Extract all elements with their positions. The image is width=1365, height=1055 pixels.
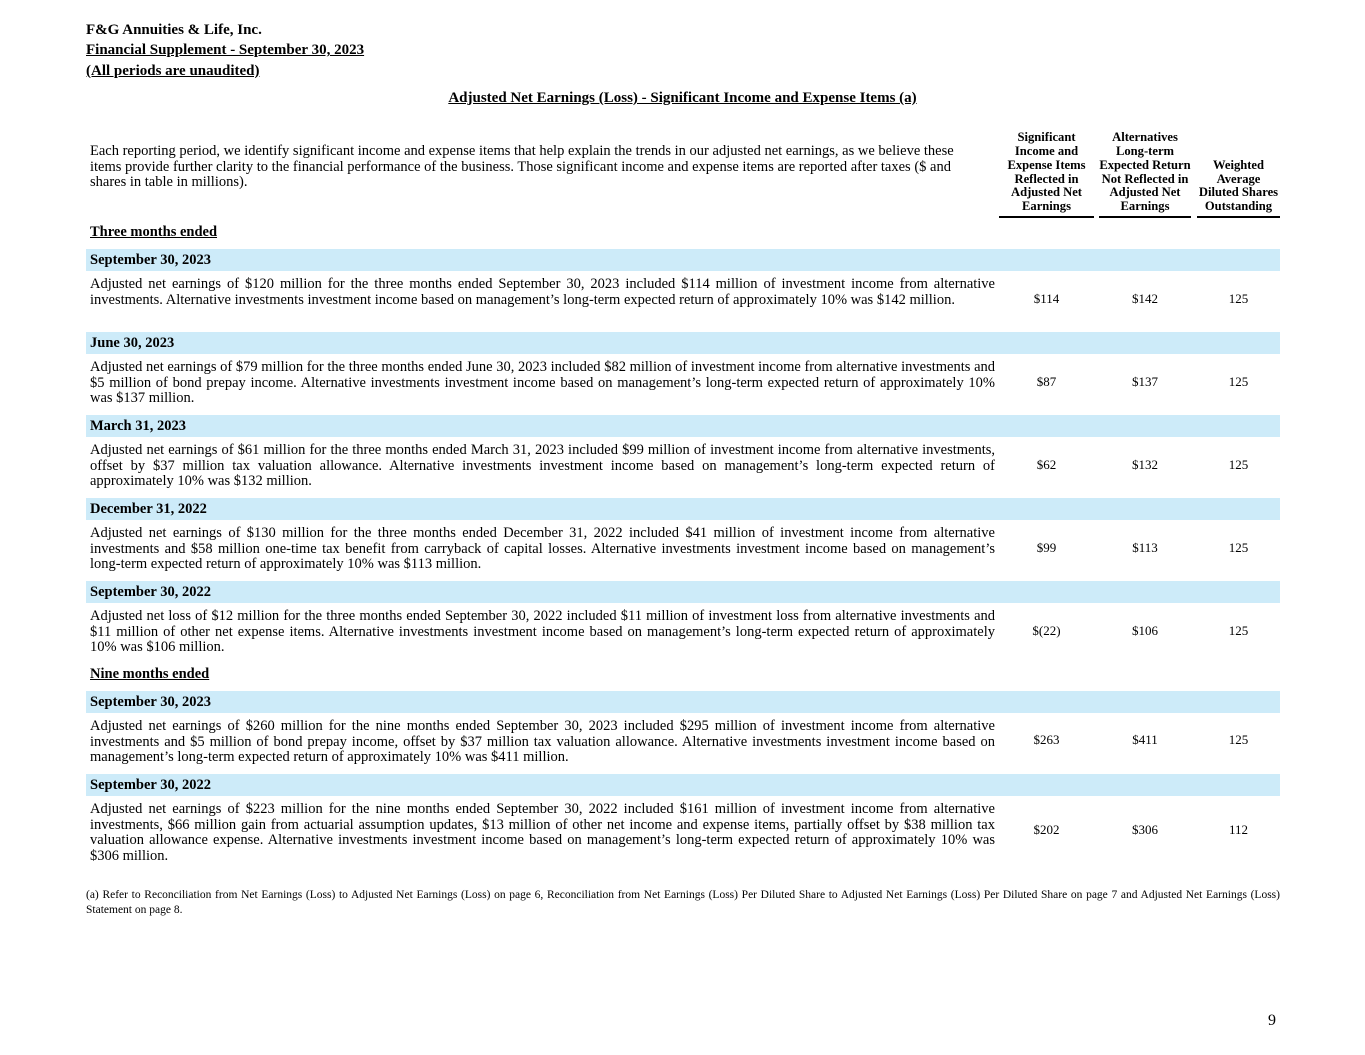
diluted-shares-value: 125: [1228, 732, 1249, 747]
row-description: Adjusted net earnings of $61 million for the three months ended March 31, 2023 included $99 million of investment income from alternative investments, offset by $37 million tax valuation allowance. Alternative investments investment income based on management’s long-term expected return of approximately 10% was $132 million.: [90, 442, 995, 489]
row-description: Adjusted net earnings of $79 million for the three months ended June 30, 2023 included $82 million of investment income from alternative investments and $5 million of bond prepay income. Alternative investments investment income based on management’s long-term expected return of approximately 10% was $137 million.: [90, 359, 995, 406]
diluted-shares-value: 125: [1228, 291, 1249, 306]
intro-paragraph: Each reporting period, we identify significant income and expense items that help explain the trends in our adjusted net earnings, as we believe these items provide further clarity to the financial performance of the business. Those significant income and expense items are reported after taxes ($ and shares in table in millions).: [90, 143, 954, 190]
significant-items-value: $263: [1033, 732, 1060, 747]
row-description: Adjusted net earnings of $223 million for the nine months ended September 30, 2022 included $161 million of investment income from alternative investments, $66 million gain from actuarial assumption updates, $13 million of other net income and expense items, partially offset by $38 million tax valuation allowance expense. Alternative investments investment income based on management’s long-term expected return of approximately 10% was $306 million.: [90, 801, 995, 864]
diluted-shares-value: 125: [1228, 457, 1249, 472]
row-description: Adjusted net earnings of $130 million for the three months ended December 31, 2022 included $41 million of investment income from alternative investments and $58 million one-time tax benefit from carryback of capital losses. Alternative investments investment income based on management’s long-term expected return of approximately 10% was $113 million.: [90, 525, 995, 572]
alt-return-value: $113: [1132, 540, 1158, 555]
column-header-significant-items: Significant Income and Expense Items Reflected in Adjusted Net Earnings: [999, 118, 1094, 218]
column-header-diluted-shares: Weighted Average Diluted Shares Outstanding: [1197, 118, 1280, 218]
row-description: Adjusted net earnings of $120 million for the three months ended September 30, 2023 included $114 million of investment income from alternative investments. Alternative investments investment income based on management’s long-term expected return of approximately 10% was $142 million.: [90, 276, 995, 308]
period-band: September 30, 2022: [86, 774, 1280, 796]
period-band: March 31, 2023: [86, 415, 1280, 437]
alt-return-value: $132: [1132, 457, 1158, 472]
alt-return-value: $137: [1132, 374, 1158, 389]
unaudited-note: (All periods are unaudited): [86, 63, 260, 79]
significant-items-value: $62: [1036, 457, 1057, 472]
section-title: Adjusted Net Earnings (Loss) - Significant Income and Expense Items (a): [448, 90, 917, 106]
period-band: June 30, 2023: [86, 332, 1280, 354]
significant-items-value: $87: [1036, 374, 1057, 389]
diluted-shares-value: 112: [1228, 822, 1249, 837]
significant-items-value: $99: [1036, 540, 1057, 555]
alt-return-value: $306: [1132, 822, 1158, 837]
diluted-shares-value: 125: [1228, 623, 1249, 638]
supplement-title: Financial Supplement - September 30, 2023: [86, 42, 365, 58]
diluted-shares-value: 125: [1228, 374, 1249, 389]
diluted-shares-value: 125: [1228, 540, 1249, 555]
period-band: September 30, 2022: [86, 581, 1280, 603]
significant-items-value: $(22): [1032, 623, 1061, 638]
period-band: September 30, 2023: [86, 691, 1280, 713]
group-label-nine-months: Nine months ended: [90, 666, 210, 682]
significant-items-value: $202: [1033, 822, 1060, 837]
alt-return-value: $411: [1132, 732, 1158, 747]
column-header-alternatives-return: Alternatives Long-term Expected Return Not Reflected in Adjusted Net Earnings: [1099, 118, 1191, 218]
group-label-three-months: Three months ended: [90, 224, 218, 240]
period-band: December 31, 2022: [86, 498, 1280, 520]
page-number: 9: [1268, 1012, 1276, 1029]
period-band: September 30, 2023: [86, 249, 1280, 271]
significant-items-value: $114: [1033, 291, 1060, 306]
alt-return-value: $106: [1132, 623, 1158, 638]
alt-return-value: $142: [1132, 291, 1158, 306]
row-description: Adjusted net earnings of $260 million for the nine months ended September 30, 2023 included $295 million of investment income from alternative investments and $5 million of bond prepay income, offset by $37 million tax valuation allowance. Alternative investments investment income based on management’s long-term expected return of approximately 10% was $411 million.: [90, 718, 995, 765]
company-name: F&G Annuities & Life, Inc.: [86, 22, 262, 38]
footnote: (a) Refer to Reconciliation from Net Earnings (Loss) to Adjusted Net Earnings (Loss) on page 6, Reconciliation from Net Earnings (Loss) Per Diluted Share to Adjusted Net Earnings (Loss) Per Diluted Share on page 7 and Adjusted Net Earnings (Loss) Statement on page 8.: [86, 889, 1280, 916]
row-description: Adjusted net loss of $12 million for the three months ended September 30, 2022 included $11 million of investment loss from alternative investments and $11 million of other net expense items. Alternative investments investment income based on management’s long-term expected return of approximately 10% was $106 million.: [90, 608, 995, 655]
